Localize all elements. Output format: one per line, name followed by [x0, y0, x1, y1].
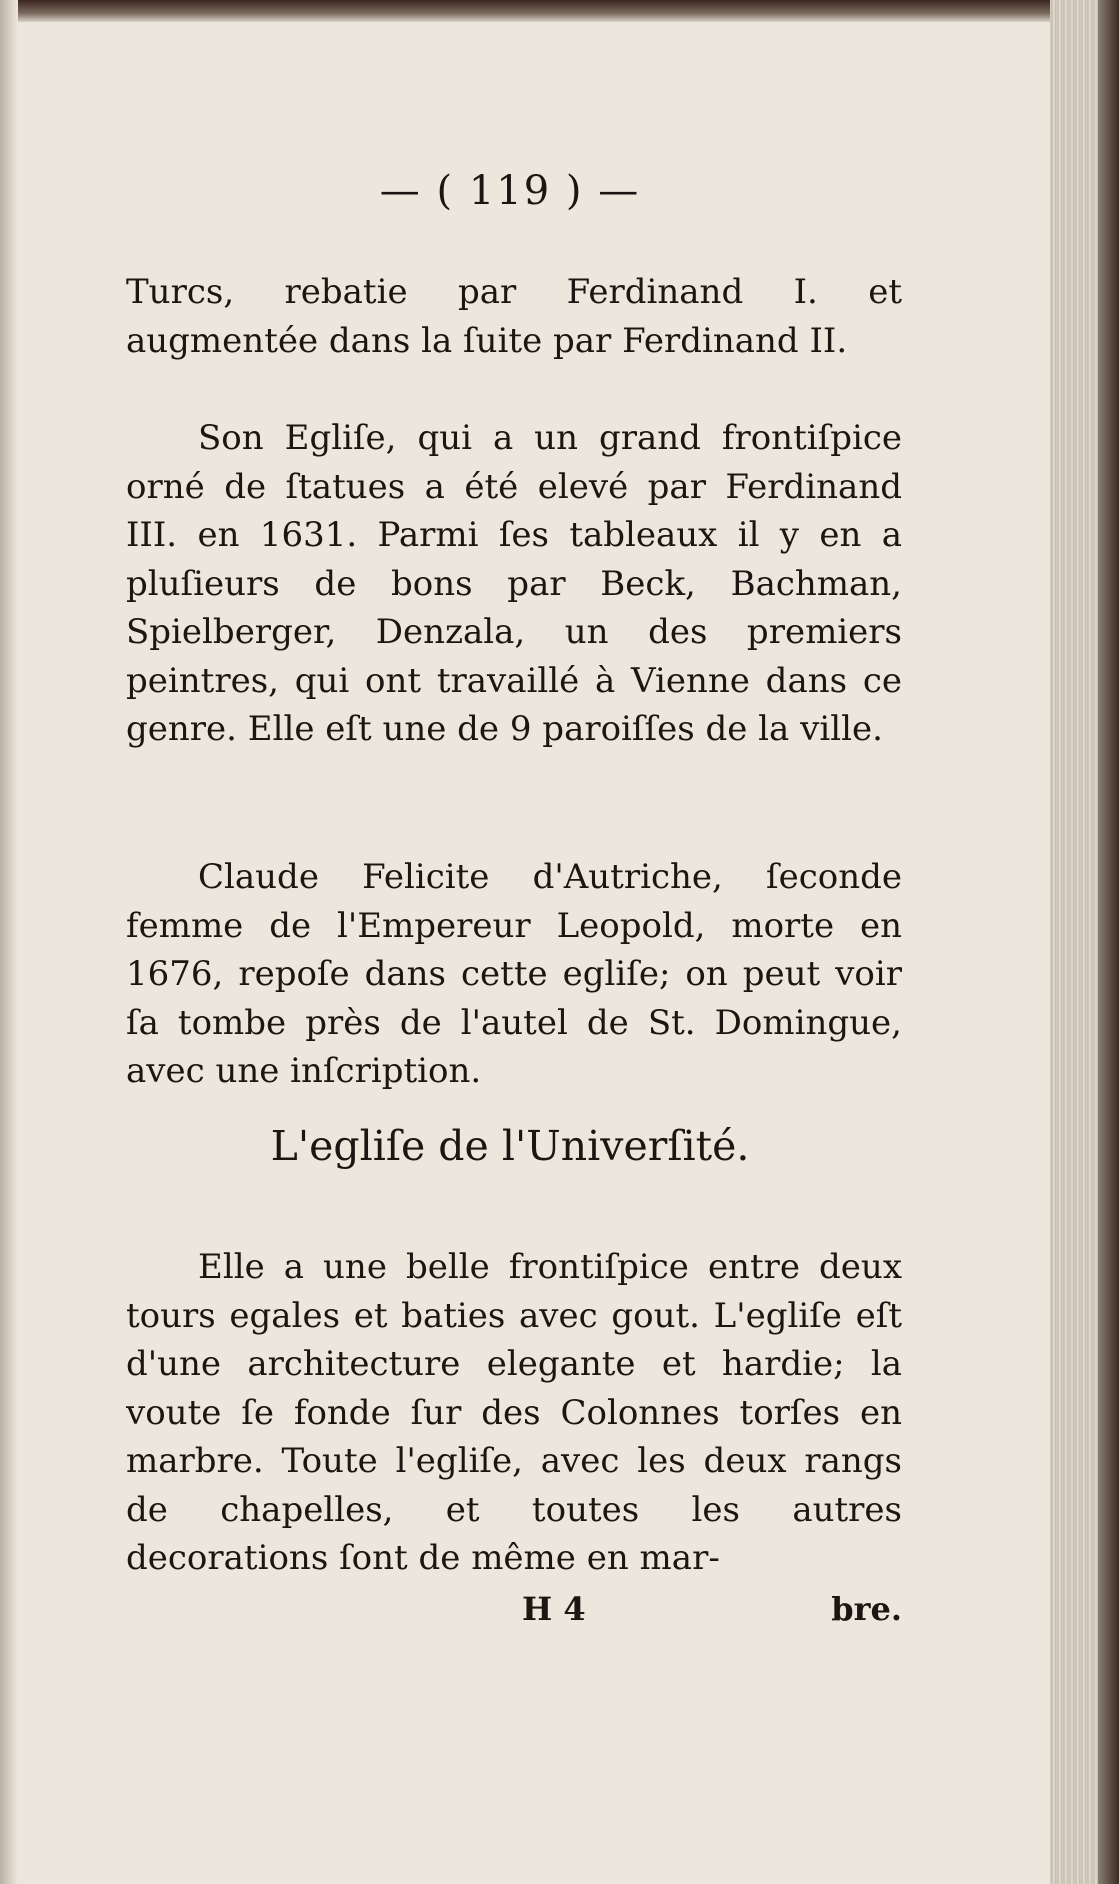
section-heading: L'egliſe de l'Univerſité.: [270, 1122, 750, 1170]
page-gutter-shadow: [0, 0, 18, 1884]
paragraph-1: Turcs, rebatie par Ferdinand I. et augmentée dans la ſuite par Ferdinand II.: [126, 272, 902, 361]
page-number-header: — ( 119 ) —: [379, 168, 641, 214]
catchword: bre.: [831, 1590, 902, 1628]
book-cover-edge: [1098, 0, 1119, 1884]
page-top-edge: [0, 0, 1119, 22]
paragraph-2: Son Egliſe, qui a un grand frontiſpice orné de ſtatues a été elevé par Ferdinand III. en 1631. Parmi ſes tableaux il y en a pluſieurs de bons par Beck, Bachman, Spielberger, Denzala, un des premiers peintres, qui ont travaillé à Vienne dans ce genre. Elle eſt une de 9 paroiſſes de la ville.: [126, 418, 902, 749]
paragraph-3: Claude Felicite d'Autriche, ſeconde femme de l'Empereur Leopold, morte en 1676, repoſe dans cette egliſe; on peut voir ſa tombe près de l'autel de St. Domingue, avec une inſcription.: [126, 857, 902, 1091]
page-footer: [126, 1590, 902, 1638]
paragraph-4: Elle a une belle frontiſpice entre deux tours egales et baties avec gout. L'egliſe eſt d'une architecture elegante et hardie; la voute ſe fonde ſur des Colonnes torſes en marbre. Toute l'egliſe, avec les deux rangs de chapelles, et toutes les autres decorations ſont de même en mar-: [126, 1247, 902, 1578]
paragraph-claude: [126, 853, 902, 1096]
paragraph-university: [126, 1243, 902, 1583]
paragraph-church: [126, 414, 902, 754]
signature-mark: H 4: [522, 1590, 586, 1628]
paragraph-continuation: [126, 268, 902, 365]
